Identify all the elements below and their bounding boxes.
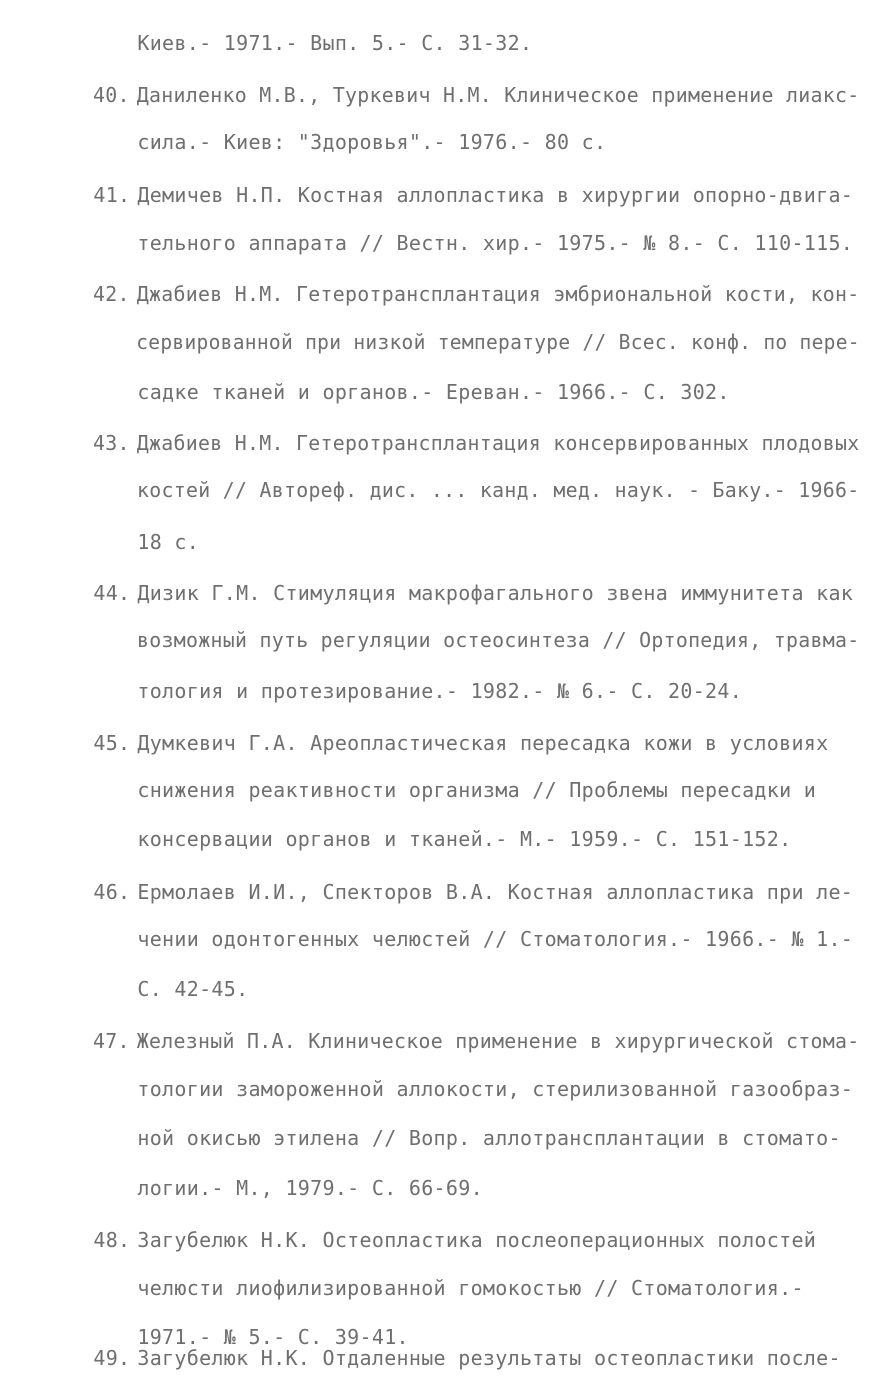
reference-text: Демичев Н.П. Костная аллопластика в хирургии опорно-двига-: [137, 183, 854, 207]
reference-text: чении одонтогенных челюстей // Стоматология.- 1966.- № 1.-: [137, 927, 854, 951]
reference-text: Дизик Г.М. Стимуляция макрофагального звена иммунитета как: [137, 581, 854, 605]
reference-item-43: [44, 407, 860, 455]
reference-text: тология и протезирование.- 1982.- № 6.- С. 20-24.: [137, 679, 743, 703]
reference-line: [88, 1102, 841, 1150]
reference-item-41: [44, 159, 854, 207]
reference-line: [88, 506, 200, 554]
reference-number: 49.: [93, 1346, 131, 1370]
reference-line: [88, 454, 860, 502]
reference-item-49: [44, 1322, 841, 1370]
reference-item-48: [44, 1204, 817, 1252]
reference-number: 47.: [93, 1029, 130, 1053]
reference-number: 41.: [93, 183, 131, 207]
reference-text: Железный П.А. Клиническое применение в хирургической стома-: [136, 1029, 860, 1053]
reference-line: [88, 106, 607, 154]
reference-number: 42.: [93, 282, 130, 306]
reference-text: тологии замороженной аллокости, стерилизованной газообраз-: [137, 1077, 854, 1101]
reference-item-45: [44, 707, 829, 755]
reference-text: Думкевич Г.А. Ареопластическая пересадка кожи в условиях: [137, 731, 829, 755]
reference-number: 46.: [93, 880, 131, 904]
reference-number: 48.: [93, 1228, 131, 1252]
reference-text: Джабиев Н.М. Гетеротрансплантация эмбриональной кости, кон-: [136, 282, 860, 306]
reference-line: [88, 306, 860, 354]
reference-text: садке тканей и органов.- Ереван.- 1966.- С. 302.: [137, 380, 730, 404]
reference-text: костей // Автореф. дис. ... канд. мед. наук. - Баку.- 1966-: [136, 478, 860, 502]
reference-line: [88, 953, 249, 1001]
reference-item-46: [44, 856, 854, 904]
reference-item-47: [44, 1005, 860, 1053]
reference-number: 43.: [93, 431, 130, 455]
reference-text: сервированной при низкой температуре // Всес. конф. по пере-: [136, 330, 860, 354]
reference-number: 40.: [93, 83, 130, 107]
reference-number: 45.: [93, 731, 131, 755]
reference-text: 18 с.: [137, 530, 200, 554]
reference-text: Загубелюк Н.К. Отдаленные результаты остеопластики после-: [137, 1346, 841, 1370]
reference-text: Джабиев Н.М. Гетеротрансплантация консервированных плодовых: [136, 431, 860, 455]
reference-text: тельного аппарата // Вестн. хир.- 1975.- № 8.- С. 110-115.: [137, 231, 854, 255]
reference-line: [88, 604, 860, 652]
reference-text: логии.- М., 1979.- С. 66-69.: [137, 1176, 483, 1200]
reference-text: Киев.- 1971.- Вып. 5.- С. 31-32.: [137, 31, 533, 55]
reference-text: возможный путь регуляции остеосинтеза // Ортопедия, травма-: [136, 628, 860, 652]
reference-line: [88, 1053, 854, 1101]
reference-continuation: [88, 7, 533, 55]
reference-line: [88, 207, 854, 255]
reference-text: 1971.- № 5.- С. 39-41.: [137, 1325, 409, 1349]
reference-item-42: [44, 258, 860, 306]
reference-text: Ермолаев И.И., Спекторов В.А. Костная аллопластика при ле-: [137, 880, 854, 904]
reference-item-40: [44, 59, 860, 107]
reference-line: [88, 655, 743, 703]
reference-line: [88, 1252, 804, 1300]
reference-text: консервации органов и тканей.- М.- 1959.- С. 151-152.: [137, 827, 792, 851]
reference-text: Загубелюк Н.К. Остеопластика послеоперационных полостей: [137, 1228, 817, 1252]
reference-line: [88, 903, 854, 951]
reference-line: [88, 356, 730, 404]
reference-text: снижения реактивности организма // Проблемы пересадки и: [137, 778, 817, 802]
reference-line: [88, 1152, 483, 1200]
reference-text: С. 42-45.: [137, 977, 249, 1001]
reference-text: сила.- Киев: "Здоровья".- 1976.- 80 с.: [137, 130, 607, 154]
reference-item-44: [44, 557, 854, 605]
reference-number: 44.: [93, 581, 131, 605]
reference-line: [88, 754, 817, 802]
reference-text: челюсти лиофилизированной гомокостью // Стоматология.-: [137, 1276, 804, 1300]
reference-text: Даниленко М.В., Туркевич Н.М. Клиническое применение лиакс-: [136, 83, 860, 107]
reference-line: [88, 803, 792, 851]
reference-text: ной окисью этилена // Вопр. аллотрансплантации в стомато-: [137, 1126, 841, 1150]
